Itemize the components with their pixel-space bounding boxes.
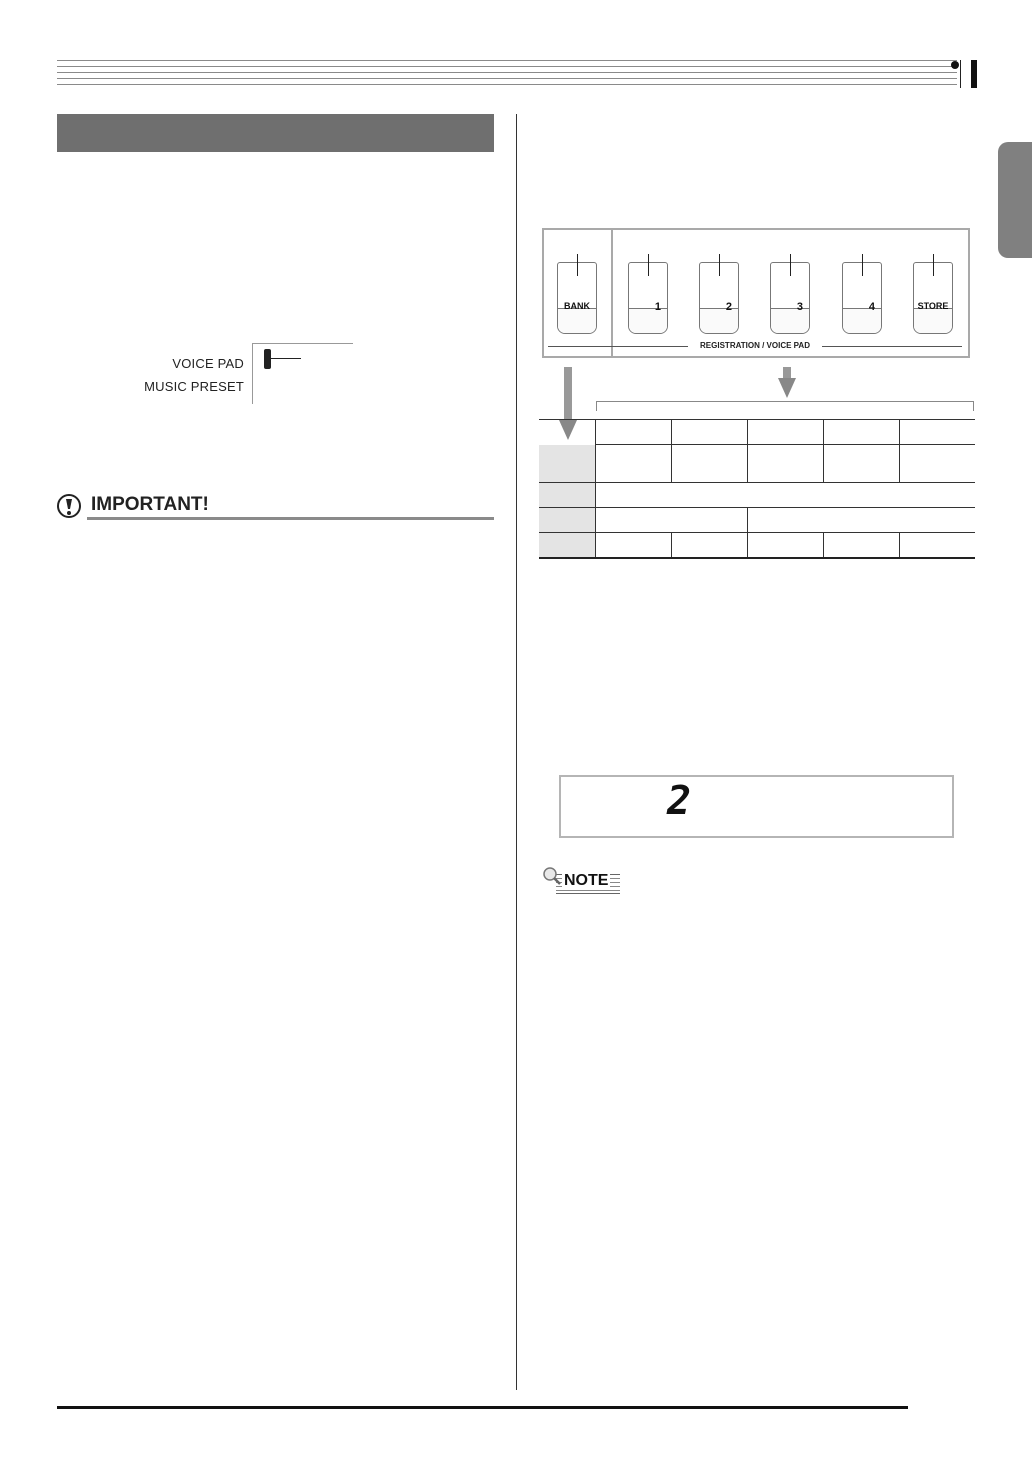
note-title: NOTE <box>564 872 609 889</box>
pad-4-button[interactable] <box>842 262 882 334</box>
bank-button[interactable] <box>557 262 597 334</box>
pad-2-button[interactable] <box>699 262 739 334</box>
mode-indicator-line <box>271 358 301 359</box>
important-heading <box>57 492 494 520</box>
section-heading-bar <box>57 114 494 152</box>
store-button[interactable] <box>913 262 953 334</box>
table-row <box>539 420 975 445</box>
mode-indicator-mark <box>264 349 271 369</box>
section-side-tab <box>998 142 1032 258</box>
mode-label-voice-pad: VOICE PAD <box>172 356 244 371</box>
warning-icon <box>57 494 81 518</box>
pad-4-label: 4 <box>868 301 875 313</box>
music-note-icon <box>951 61 959 69</box>
pad-1-button[interactable] <box>628 262 668 334</box>
pad-3-button[interactable] <box>770 262 810 334</box>
column-divider <box>516 114 517 1390</box>
bank-button-label: BANK <box>564 301 590 311</box>
table-row <box>539 533 975 559</box>
bracket <box>596 401 974 411</box>
panel-group-label-text: REGISTRATION / VOICE PAD <box>700 341 810 350</box>
arrow-down-icon <box>564 367 572 421</box>
footer-rule <box>57 1406 908 1409</box>
panel-group-label <box>548 340 962 354</box>
table-row <box>539 483 975 508</box>
page-header-staff <box>57 60 977 88</box>
important-title: IMPORTANT! <box>91 494 209 515</box>
mode-label-music-preset: MUSIC PRESET <box>144 379 244 394</box>
pad-2-label: 2 <box>725 301 732 313</box>
lcd-display <box>559 775 954 838</box>
button-panel <box>542 228 970 358</box>
table-row <box>539 445 975 483</box>
pad-1-label: 1 <box>654 301 661 313</box>
table-row <box>539 508 975 533</box>
panel-separator <box>611 230 613 356</box>
store-button-label: STORE <box>917 301 949 311</box>
lcd-digit: 2 <box>667 778 692 824</box>
arrow-head-right <box>778 378 796 398</box>
pad-3-label: 3 <box>796 301 803 313</box>
registration-table <box>539 419 975 559</box>
note-heading <box>542 866 622 894</box>
magnifier-icon <box>542 866 562 886</box>
